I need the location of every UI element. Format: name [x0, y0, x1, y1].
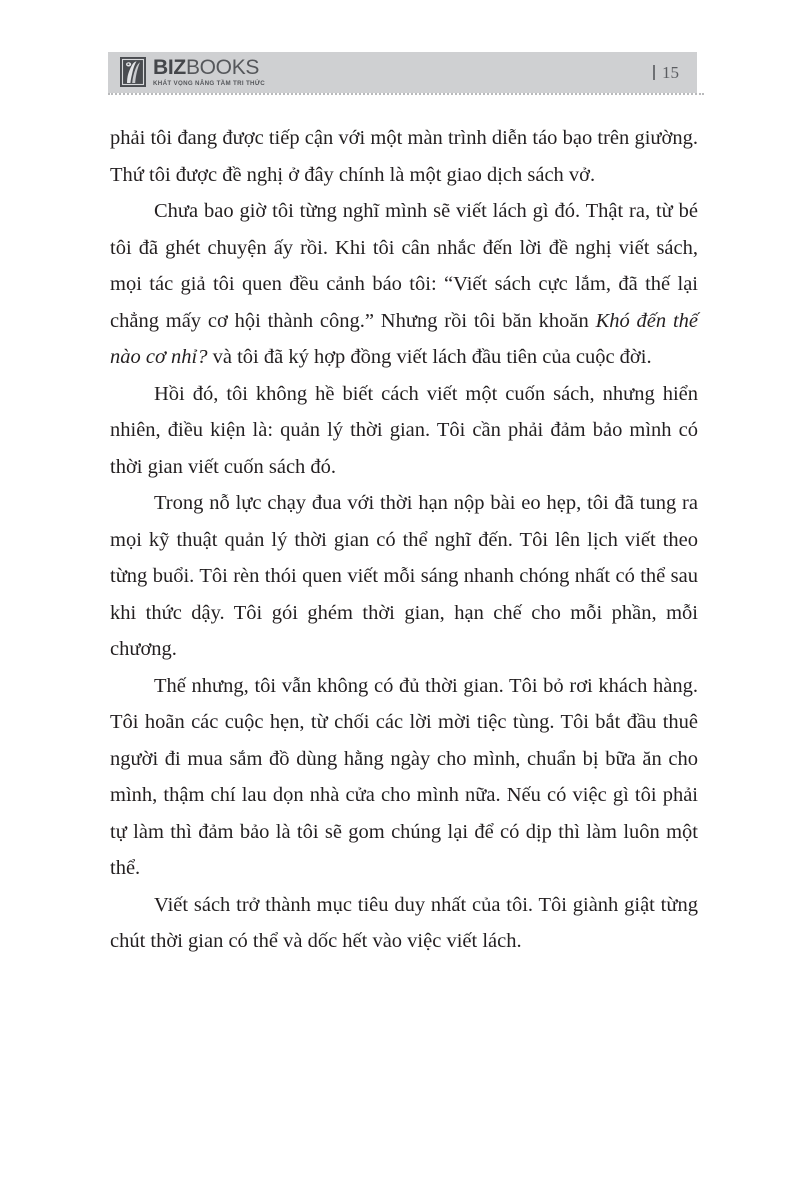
- paragraph: Trong nỗ lực chạy đua với thời hạn nộp bài eo hẹp, tôi đã tung ra mọi kỹ thuật quản lý thời gian có thể nghĩ đến. Tôi lên lịch viết theo từng buổi. Tôi rèn thói quen viết mỗi sáng nhanh chóng nhất có thể sau khi thức dậy. Tôi gói ghém thời gian, hạn chế cho mỗi phần, mỗi chương.: [110, 492, 698, 660]
- brand-tagline: KHÁT VỌNG NÂNG TẦM TRI THỨC: [153, 80, 266, 88]
- brand-wordmark: [153, 57, 265, 78]
- paragraph: phải tôi đang được tiếp cận với một màn trình diễn táo bạo trên giường. Thứ tôi được đề nghị ở đây chính là một giao dịch sách vở.: [110, 127, 698, 186]
- header-divider: [108, 93, 704, 95]
- paragraph: Viết sách trở thành mục tiêu duy nhất của tôi. Tôi giành giật từng chút thời gian có thể và dốc hết vào việc viết lách.: [110, 893, 698, 952]
- paragraph: Thế nhưng, tôi vẫn không có đủ thời gian. Tôi bỏ rơi khách hàng. Tôi hoãn các cuộc hẹn, từ chối các lời mời tiệc tùng. Tôi bắt đầu thuê người đi mua sắm đồ dùng hằng ngày cho mình, chuẩn bị bữa ăn cho mình, thậm chí lau dọn nhà cửa cho mình nữa. Nếu có việc gì tôi phải tự làm thì đảm bảo là tôi sẽ gom chúng lại để có dịp thì làm luôn một thể.: [110, 674, 698, 879]
- emphasis-phrase: Khó đến thế nào cơ nhỉ?: [110, 309, 698, 368]
- folio: [653, 63, 679, 83]
- brand-lockup: [120, 57, 265, 87]
- paragraph: Hồi đó, tôi không hề biết cách viết một cuốn sách, nhưng hiển nhiên, điều kiện là: quản lý thời gian. Tôi cần phải đảm bảo mình có thời gian viết cuốn sách đó.: [110, 382, 698, 478]
- book-logo-icon: [120, 57, 146, 87]
- wordmark-biz: BIZ: [153, 56, 186, 80]
- page-number: 15: [662, 62, 679, 82]
- wordmark-books: BOOKS: [185, 56, 260, 80]
- brand-text-block: [153, 57, 265, 87]
- folio-separator-rule: [653, 65, 655, 80]
- paragraph: Chưa bao giờ tôi từng nghĩ mình sẽ viết lách gì đó. Thật ra, từ bé tôi đã ghét chuyện ấy rồi. Khi tôi cân nhắc đến lời đề nghị viết sách, mọi tác giả tôi quen đều cảnh báo tôi: “Viết sách cực lắm, đã thế lại chẳng mấy cơ hội thành công.” Nhưng rồi tôi băn khoăn Khó đến thế nào cơ nhỉ? và tôi đã ký hợp đồng viết lách đầu tiên của cuộc đời.: [110, 200, 698, 368]
- page-header: [108, 52, 697, 93]
- body-copy: [110, 120, 698, 960]
